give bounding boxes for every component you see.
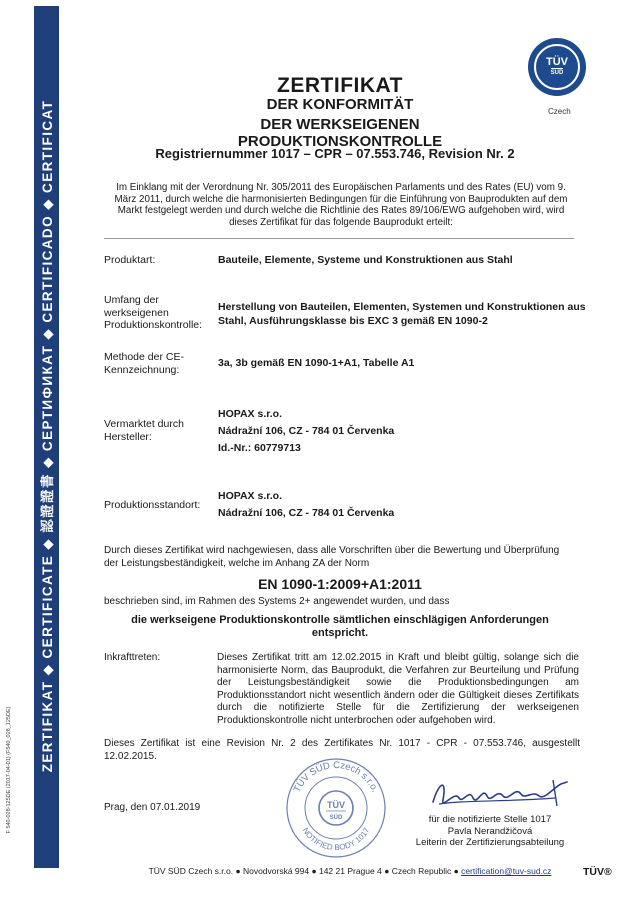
marketed-by-label: Vermarktet durch Hersteller:	[104, 418, 184, 443]
footer-address	[140, 866, 560, 876]
stamp-ring-text: TÜV SÜD Czech s.r.o.	[291, 759, 381, 795]
document-subtitle-1: DER KONFORMITÄT	[266, 96, 414, 113]
conclusion-statement: die werkseigene Produktionskontrolle sämtlichen einschlägigen Anforderungen entspricht.	[131, 614, 549, 639]
stamp-center-main: TÜV	[327, 800, 345, 810]
tuv-sud-logo	[528, 38, 586, 96]
handwritten-signature	[425, 772, 575, 816]
production-site-label: Produktionsstandort:	[104, 499, 201, 511]
place-and-date: Prag, den 07.01.2019	[104, 802, 201, 813]
product-type-label: Produktart:	[104, 254, 156, 266]
scope-label: Umfang der werkseigenen Produktionskontrolle:	[104, 294, 203, 331]
manufacturer-id: Id.-Nr.: 60779713	[218, 442, 301, 454]
signer-block	[400, 814, 580, 849]
signer-role: für die notifizierte Stelle 1017	[428, 814, 552, 825]
site-address: Nádražní 106, CZ - 784 01 Červenka	[218, 507, 395, 519]
norm-reference: EN 1090-1:2009+A1:2011	[258, 576, 422, 592]
validity-label: Inkrafttreten:	[104, 652, 161, 663]
manufacturer-address: Nádražní 106, CZ - 784 01 Červenka	[218, 425, 395, 437]
signer-name: Pavla Nerandžičová	[447, 825, 533, 837]
footer-email-link[interactable]: certification@tuv-sud.cz	[461, 866, 552, 876]
method-value: 3a, 3b gemäß EN 1090-1+A1, Tabelle A1	[218, 357, 415, 369]
method-label: Methode der CE-Kennzeichnung:	[104, 351, 184, 376]
notified-body-stamp	[284, 756, 388, 860]
logo-sub-text: SÜD	[550, 70, 564, 76]
registration-number: Registriernummer 1017 – CPR – 07.553.746, Revision Nr. 2	[155, 146, 515, 161]
logo-main-text: TÜV	[546, 56, 568, 68]
stamp-center-sub: SÜD	[329, 815, 343, 821]
intro-paragraph: Im Einklang mit der Verordnung Nr. 305/2011 des Europäischen Parlaments und des Rates (EU) vom 9. März 2011, durch welche die harmonisierten Bedingungen für die Einführung von Bauprodukten auf dem Markt festgelegt werden und durch welche die Richtlinie des Rates 89/106/EWG aufgehoben wird, wird dieses Zertifikat für das folgende Bauprodukt erteilt:	[114, 182, 568, 228]
signer-title: Leiterin der Zertifizierungsabteilung	[415, 837, 565, 848]
sidebar-multilingual-text: ZERTIFIKAT ◆ CERTIFICATE ◆ 認證證書 ◆ СЕРТИФИКАТ ◆ CERTIFICADO ◆ CERTIFICAT	[40, 99, 55, 773]
form-code: F 540-028-125DE (2017-04-01) (F540_028_125DE)	[6, 706, 12, 834]
product-type-value: Bauteile, Elemente, Systeme und Konstruktionen aus Stahl	[218, 254, 513, 266]
site-name: HOPAX s.r.o.	[218, 490, 282, 502]
stamp-bottom-text: NOTIFIED BODY 1017	[300, 826, 372, 853]
document-subtitle-2: DER WERKSEIGENEN PRODUKTIONSKONTROLLE	[237, 116, 443, 150]
validity-text: Dieses Zertifikat tritt am 12.02.2015 in Kraft und bleibt gültig, solange sich die harmonisierte Norm, das Bauprodukt, die Verfahren zur Beurteilung und Prüfung der Leistungsbeständigkeit sowie die Produktionsbedingungen am Produktionsstandort nicht wesentlich ändern oder die Gültigkeit dieses Zertifikats durch die notifizierte Stelle für die Zertifizierung der werkseigenen Produktionskontrolle nicht unterbrochen oder aufgehoben wird.	[217, 652, 579, 726]
document-title: ZERTIFIKAT	[277, 74, 403, 97]
scope-value: Herstellung von Bauteilen, Elementen, Systemen und Konstruktionen aus Stahl, Ausführungsklasse bis EXC 3 gemäß EN 1090-2	[218, 301, 586, 327]
revision-note: Dieses Zertifikat ist eine Revision Nr. 2 des Zertifikates Nr. 1017 - CPR - 07.553.746, ausgestellt 12.02.2015.	[104, 738, 580, 762]
manufacturer-name: HOPAX s.r.o.	[218, 408, 282, 420]
described-paragraph: beschrieben sind, im Rahmen des Systems 2+ angewendet wurden, und dass	[104, 596, 450, 607]
footer-tuv-logo: TÜV®	[583, 866, 612, 878]
proof-paragraph: Durch dieses Zertifikat wird nachgewiesen, dass alle Vorschriften über die Bewertung und Überprüfung der Leistungsbeständigkeit, welche im Anhang ZA der Norm	[104, 545, 560, 569]
footer-text: TÜV SÜD Czech s.r.o. ● Novodvorská 994 ● 142 21 Prague 4 ● Czech Republic ●	[148, 866, 462, 876]
logo-caption: Czech	[548, 107, 571, 116]
divider	[104, 238, 574, 239]
